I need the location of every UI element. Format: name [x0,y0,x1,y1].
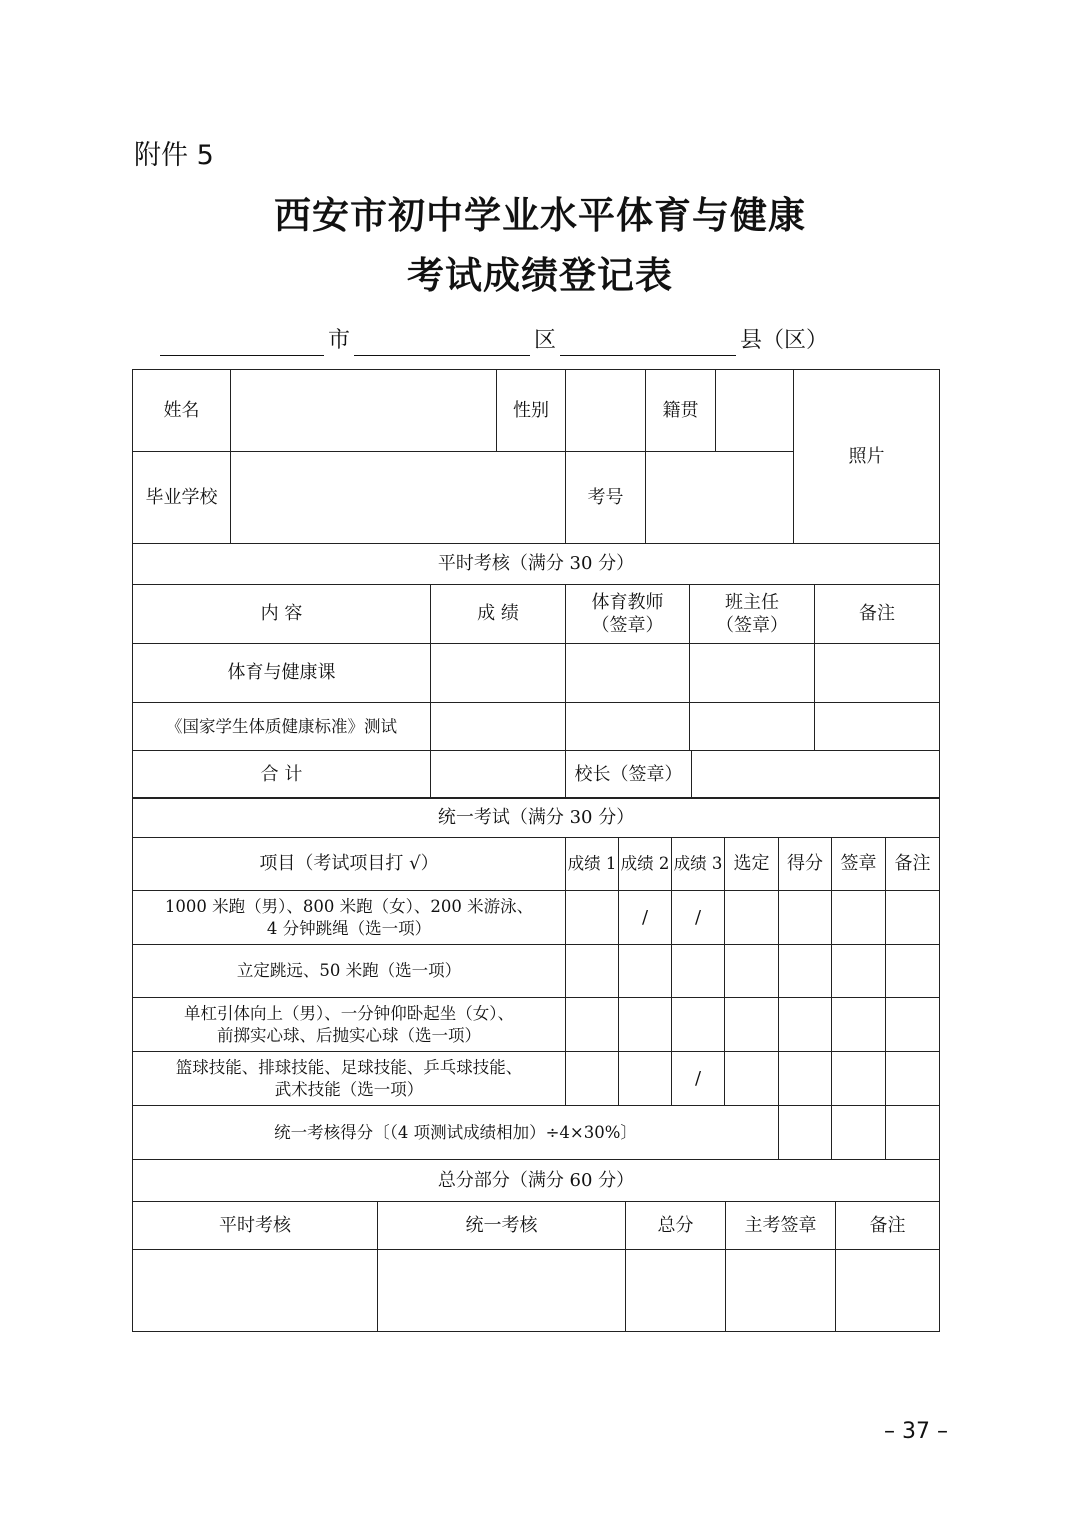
attachment-label: 附件 5 [134,140,214,171]
fitness-teacher-sign[interactable] [566,703,690,751]
jump-score-2[interactable] [619,945,672,998]
slash-mark: / [694,906,702,928]
fitness-remark[interactable] [815,703,940,751]
skills-choice[interactable] [725,1052,779,1106]
row-pe-course: 体育与健康课 [133,644,431,703]
item-ball-skills-line1: 篮球技能、排球技能、足球技能、乒乓球技能、 [175,1058,523,1078]
jump-points[interactable] [779,945,832,998]
col-total-sum: 总分 [626,1202,726,1250]
total-sum-field[interactable] [626,1250,726,1332]
jump-seal[interactable] [832,945,886,998]
col-score-3: 成绩 3 [672,838,725,891]
unified-total-seal[interactable] [832,1106,886,1160]
col-pe-teacher [566,585,690,644]
head-teacher-label: 班主任 [725,591,779,613]
jump-choice[interactable] [725,945,779,998]
col-total-regular: 平时考核 [133,1202,378,1250]
personal-info-table [132,369,940,544]
city-blank[interactable] [160,327,324,356]
skills-score-2[interactable] [619,1052,672,1106]
head-teacher-sign-label: （签章） [716,615,788,636]
name-label: 姓名 [133,370,231,452]
col-examiner-seal: 主考签章 [726,1202,836,1250]
row-total: 合 计 [133,751,431,799]
item-ball-skills-line2: 武术技能（选一项） [274,1079,424,1099]
col-content: 内 容 [133,585,431,644]
col-score-2: 成绩 2 [619,838,672,891]
strength-score-3[interactable] [672,998,725,1052]
strength-remark[interactable] [886,998,940,1052]
unified-total-remark[interactable] [886,1106,940,1160]
unified-exam-table [132,797,940,1160]
strength-score-2[interactable] [619,998,672,1052]
item-strength-line2: 前掷实心球、后抛实心球（选一项） [217,1025,481,1045]
pe-teacher-sign-label: （签章） [591,615,664,636]
strength-seal[interactable] [832,998,886,1052]
col-item: 项目（考试项目打 √） [133,838,566,891]
regular-section-header: 平时考核（满分 30 分） [133,544,940,585]
endurance-remark[interactable] [886,891,940,945]
unified-total-points[interactable] [779,1106,832,1160]
pe-course-score[interactable] [431,644,566,703]
examiner-seal-field[interactable] [726,1250,836,1332]
strength-score-1[interactable] [566,998,619,1052]
gender-field[interactable] [566,370,646,452]
native-place-label: 籍贯 [646,370,716,452]
col-seal: 签章 [832,838,886,891]
skills-remark[interactable] [886,1052,940,1106]
photo-label: 照片 [848,445,885,467]
jump-score-3[interactable] [672,945,725,998]
unified-section-header: 统一考试（满分 30 分） [133,798,940,838]
exam-number-field[interactable] [646,452,794,544]
photo-box[interactable] [794,370,940,544]
total-score[interactable] [431,751,566,799]
district-label: 区 [534,328,557,353]
pe-teacher-label: 体育教师 [591,591,664,613]
total-unified-field[interactable] [378,1250,626,1332]
document-title-line1: 西安市初中学业水平体育与健康 [274,193,806,237]
col-score-1: 成绩 1 [566,838,619,891]
strength-choice[interactable] [725,998,779,1052]
col-score: 成 绩 [431,585,566,644]
strength-points[interactable] [779,998,832,1052]
regular-assessment-table [132,543,940,799]
col-head-teacher [690,585,815,644]
item-endurance [133,891,566,945]
county-label: 县（区） [740,328,829,353]
unified-score-formula: 统一考核得分〔（4 项测试成绩相加）÷4×30%〕 [133,1106,779,1160]
skills-score-1[interactable] [566,1052,619,1106]
school-label: 毕业学校 [133,452,231,544]
endurance-points[interactable] [779,891,832,945]
skills-points[interactable] [779,1052,832,1106]
total-regular-field[interactable] [133,1250,378,1332]
pe-course-remark[interactable] [815,644,940,703]
col-remark: 备注 [815,585,940,644]
region-line [160,326,832,356]
endurance-choice[interactable] [725,891,779,945]
col-total-unified: 统一考核 [378,1202,626,1250]
item-ball-skills [133,1052,566,1106]
jump-remark[interactable] [886,945,940,998]
pe-course-teacher-sign[interactable] [566,644,690,703]
skills-score-3 [672,1052,725,1106]
fitness-score[interactable] [431,703,566,751]
name-field[interactable] [231,370,497,452]
item-strength-line1: 单杠引体向上（男）、一分钟仰卧起坐（女）、 [184,1004,514,1024]
page-number: – 37 – [884,1419,948,1444]
total-section-header: 总分部分（满分 60 分） [133,1160,940,1202]
endurance-score-3 [672,891,725,945]
endurance-score-2 [619,891,672,945]
county-blank[interactable] [560,327,736,356]
item-endurance-line1: 1000 米跑（男）、800 米跑（女）、200 米游泳、 [164,897,534,917]
district-blank[interactable] [354,327,530,356]
col-total-remark: 备注 [836,1202,940,1250]
col-unified-remark: 备注 [886,838,940,891]
endurance-score-1[interactable] [566,891,619,945]
principal-sign-label: 校长（签章） [566,751,692,799]
city-label: 市 [328,328,351,353]
slash-mark: / [694,1067,702,1089]
pe-course-head-sign[interactable] [690,644,815,703]
col-points: 得分 [779,838,832,891]
jump-score-1[interactable] [566,945,619,998]
col-choice: 选定 [725,838,779,891]
endurance-seal[interactable] [832,891,886,945]
row-fitness-standard: 《国家学生体质健康标准》测试 [133,703,431,751]
item-strength [133,998,566,1052]
item-endurance-line2: 4 分钟跳绳（选一项） [266,918,432,938]
skills-seal[interactable] [832,1052,886,1106]
document-title-line2: 考试成绩登记表 [407,253,673,297]
exam-number-label: 考号 [566,452,646,544]
gender-label: 性别 [497,370,566,452]
fitness-head-sign[interactable] [690,703,815,751]
total-remark-field[interactable] [836,1250,940,1332]
principal-sign-field[interactable] [692,751,940,799]
native-place-field[interactable] [716,370,794,452]
slash-mark: / [641,906,649,928]
school-field[interactable] [231,452,566,544]
item-jump-sprint: 立定跳远、50 米跑（选一项） [133,945,566,998]
total-score-table [132,1159,940,1332]
